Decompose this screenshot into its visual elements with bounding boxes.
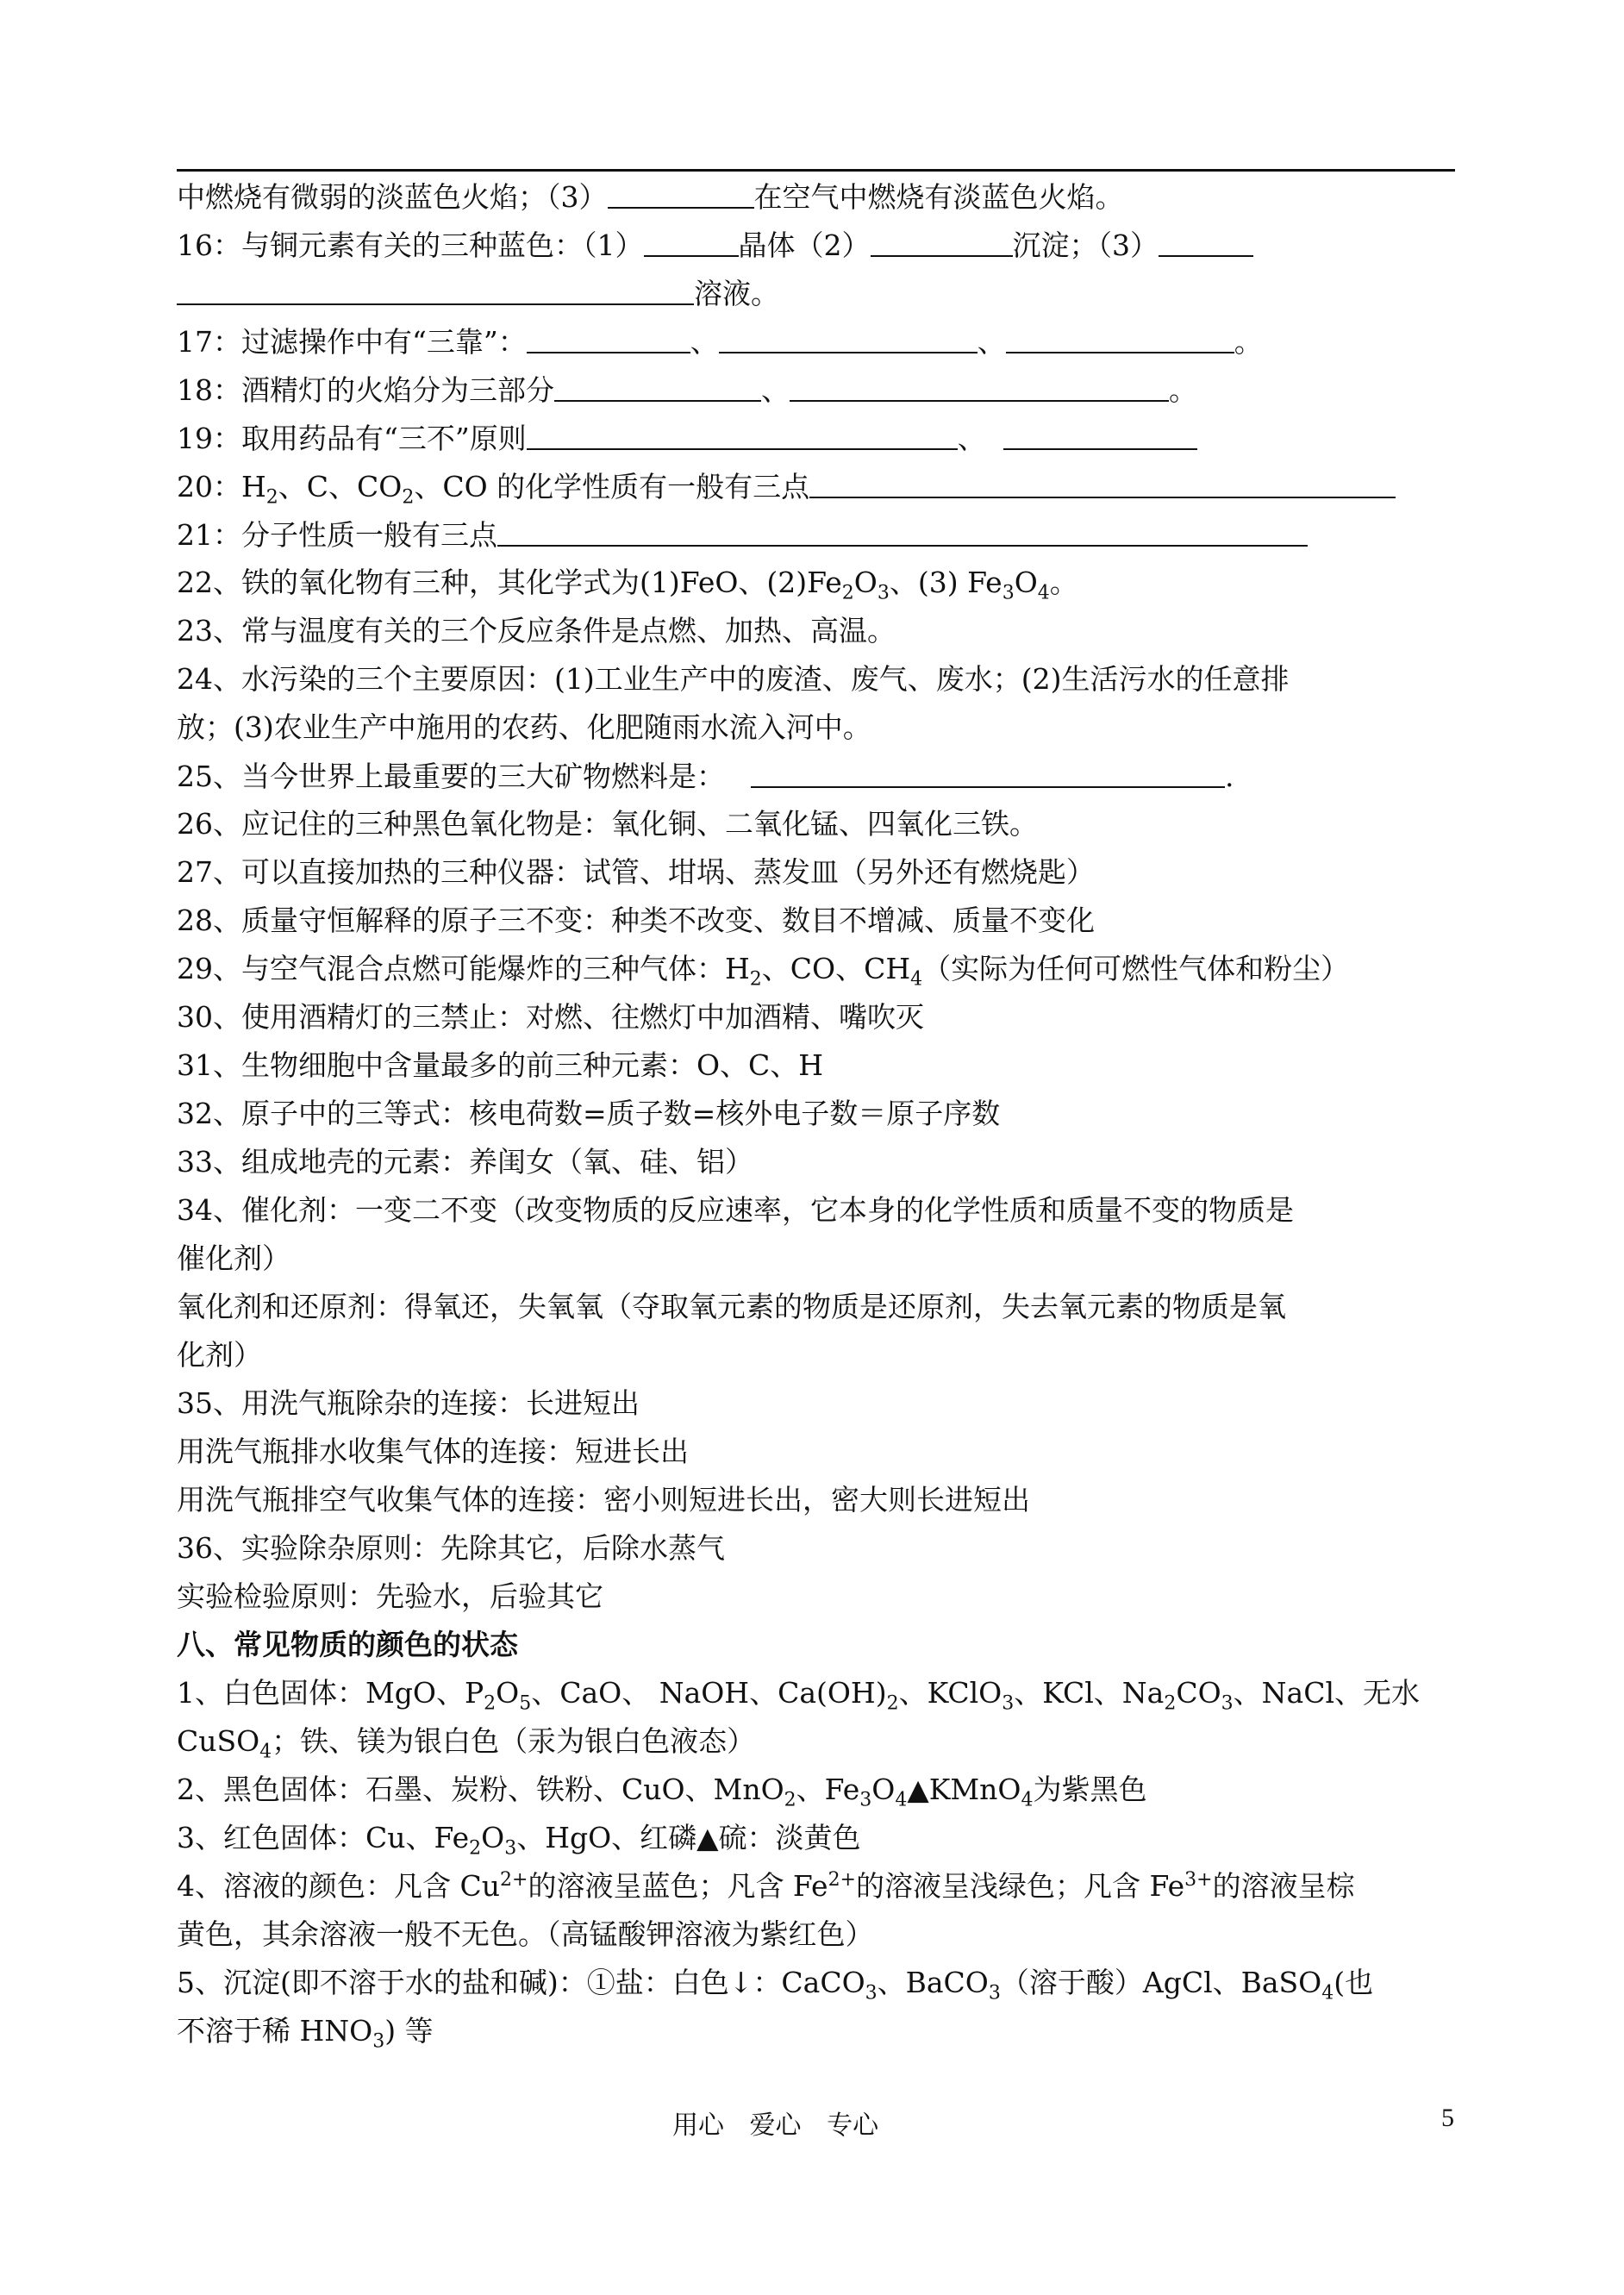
text-line: 5、沉淀(即不溶于水的盐和碱)：①盐：白色↓：CaCO$_3$、BaCO$_3$（溶于酸）AgCl、BaSO$_4$(也 [177, 1966, 1374, 2004]
text-line: 化剂） [177, 1338, 262, 1372]
text-line: 17：过滤操作中有“三靠”： 、 、 。 [177, 317, 1455, 366]
fill-blank [1006, 317, 1234, 353]
text-line: 27、可以直接加热的三种仪器：试管、坩埚、蒸发皿（另外还有燃烧匙） [177, 855, 1095, 889]
fill-blank [527, 414, 958, 450]
fill-blank [644, 221, 739, 257]
text-line: 30、使用酒精灯的三禁止：对燃、往燃灯中加酒精、嘴吹灭 [177, 1000, 924, 1034]
text-line: 用洗气瓶排水收集气体的连接：短进长出 [177, 1435, 689, 1468]
fill-blank [527, 317, 690, 353]
text-line: 4、溶液的颜色：凡含 $Cu^{2+}$的溶液呈蓝色；凡含 $Fe^{2+}$的溶液呈浅绿色；凡含 $Fe^{3+}$的溶液呈棕 [177, 1869, 1355, 1903]
text-line: 催化剂） [177, 1241, 290, 1275]
text-line: 31、生物细胞中含量最多的前三种元素：O、C、H [177, 1048, 824, 1082]
text-line: 溶液。 [177, 269, 1455, 317]
fill-blank [871, 221, 1013, 257]
fill-blank [719, 317, 978, 353]
fill-blank [1159, 221, 1253, 257]
footer-motto: 用心 爱心 专心 [672, 2111, 879, 2141]
fill-blank [608, 172, 754, 209]
page-number: 5 [1441, 2104, 1454, 2132]
text-line: 22、铁的氧化物有三种，其化学式为(1)FeO、$(2)Fe_2O_3$、(3) $Fe_3O_4$。 [177, 566, 1078, 604]
text-line: 28、质量守恒解释的原子三不变：种类不改变、数目不增减、质量不变化 [177, 904, 1095, 937]
text-line: 21：分子性质一般有三点 [177, 510, 1455, 559]
text-line: 29、与空气混合点燃可能爆炸的三种气体：$H_2$、CO、$CH_4$（实际为任何可燃性气体和粉尘） [177, 952, 1350, 991]
text-line: 24、水污染的三个主要原因：(1)工业生产中的废渣、废气、废水；(2)生活污水的任意排 [177, 662, 1290, 696]
text-line: 23、常与温度有关的三个反应条件是点燃、加热、高温。 [177, 614, 896, 647]
text-line: 32、原子中的三等式：核电荷数=质子数=核外电子数＝原子序数 [177, 1097, 1001, 1130]
text-line: 3、红色固体：Cu、$Fe_2O_3$、HgO、红磷▲硫：淡黄色 [177, 1821, 861, 1860]
text-line: 用洗气瓶排空气收集气体的连接：密小则短进长出，密大则长进短出 [177, 1483, 1030, 1516]
text-line: 黄色，其余溶液一般不无色。（高锰酸钾溶液为紫红色） [177, 1917, 874, 1951]
text-line: 34、催化剂：一变二不变（改变物质的反应速率，它本身的化学性质和质量不变的物质是 [177, 1193, 1294, 1227]
text-line: 放；(3)农业生产中施用的农药、化肥随雨水流入河中。 [177, 710, 871, 744]
text-line: 33、组成地壳的元素：养闺女（氧、硅、铝） [177, 1145, 753, 1179]
text-line: 实验检验原则：先验水，后验其它 [177, 1579, 603, 1613]
text-line: 36、实验除杂原则：先除其它，后除水蒸气 [177, 1531, 725, 1565]
text-line: 氧化剂和还原剂：得氧还，失氧氧（夺取氧元素的物质是还原剂，失去氧元素的物质是氧 [177, 1290, 1286, 1323]
fill-blank [1003, 414, 1197, 450]
text-line: 25、当今世界上最重要的三大矿物燃料是： . [177, 752, 1455, 800]
text-line: 不溶于稀 $HNO_3$) 等 [177, 2014, 434, 2053]
text-line: CuSO$_4$；铁、镁为银白色（汞为银白色液态） [177, 1724, 756, 1763]
header-rule [177, 169, 1455, 172]
page-body [177, 172, 1455, 2055]
fill-blank [751, 752, 1225, 788]
fill-blank [497, 510, 1308, 547]
text-line: 中燃烧有微弱的淡蓝色火焰；（3） 在空气中燃烧有淡蓝色火焰。 [177, 172, 1455, 221]
text-line: 35、用洗气瓶除杂的连接：长进短出 [177, 1386, 640, 1420]
text-line: 18：酒精灯的火焰分为三部分 、 。 [177, 366, 1455, 414]
text-line: 16：与铜元素有关的三种蓝色：（1） 晶体（2） 沉淀；（3） [177, 221, 1455, 269]
fill-blank [177, 269, 694, 305]
text-line: 19：取用药品有“三不”原则 、 [177, 414, 1455, 462]
fill-blank [809, 462, 1396, 498]
text-line: 2、黑色固体：石墨、炭粉、铁粉、CuO、MnO$_2$、$Fe_3O_4▲KMnO_4$为紫黑色 [177, 1773, 1147, 1811]
text-line: 26、应记住的三种黑色氧化物是：氧化铜、二氧化锰、四氧化三铁。 [177, 807, 1038, 841]
fill-blank [790, 366, 1169, 402]
text-line: 1、白色固体：MgO、$P_2O_5$、CaO、 NaOH、$Ca(OH)_2$、KClO$_3$、KCl、$Na_2CO_3$、NaCl、无水 [177, 1676, 1421, 1715]
text-line: 20：$H_2$、C、$CO_2$、CO 的化学性质有一般有三点 [177, 462, 1455, 510]
section-heading: 八、常见物质的颜色的状态 [177, 1628, 518, 1661]
fill-blank [554, 366, 761, 402]
